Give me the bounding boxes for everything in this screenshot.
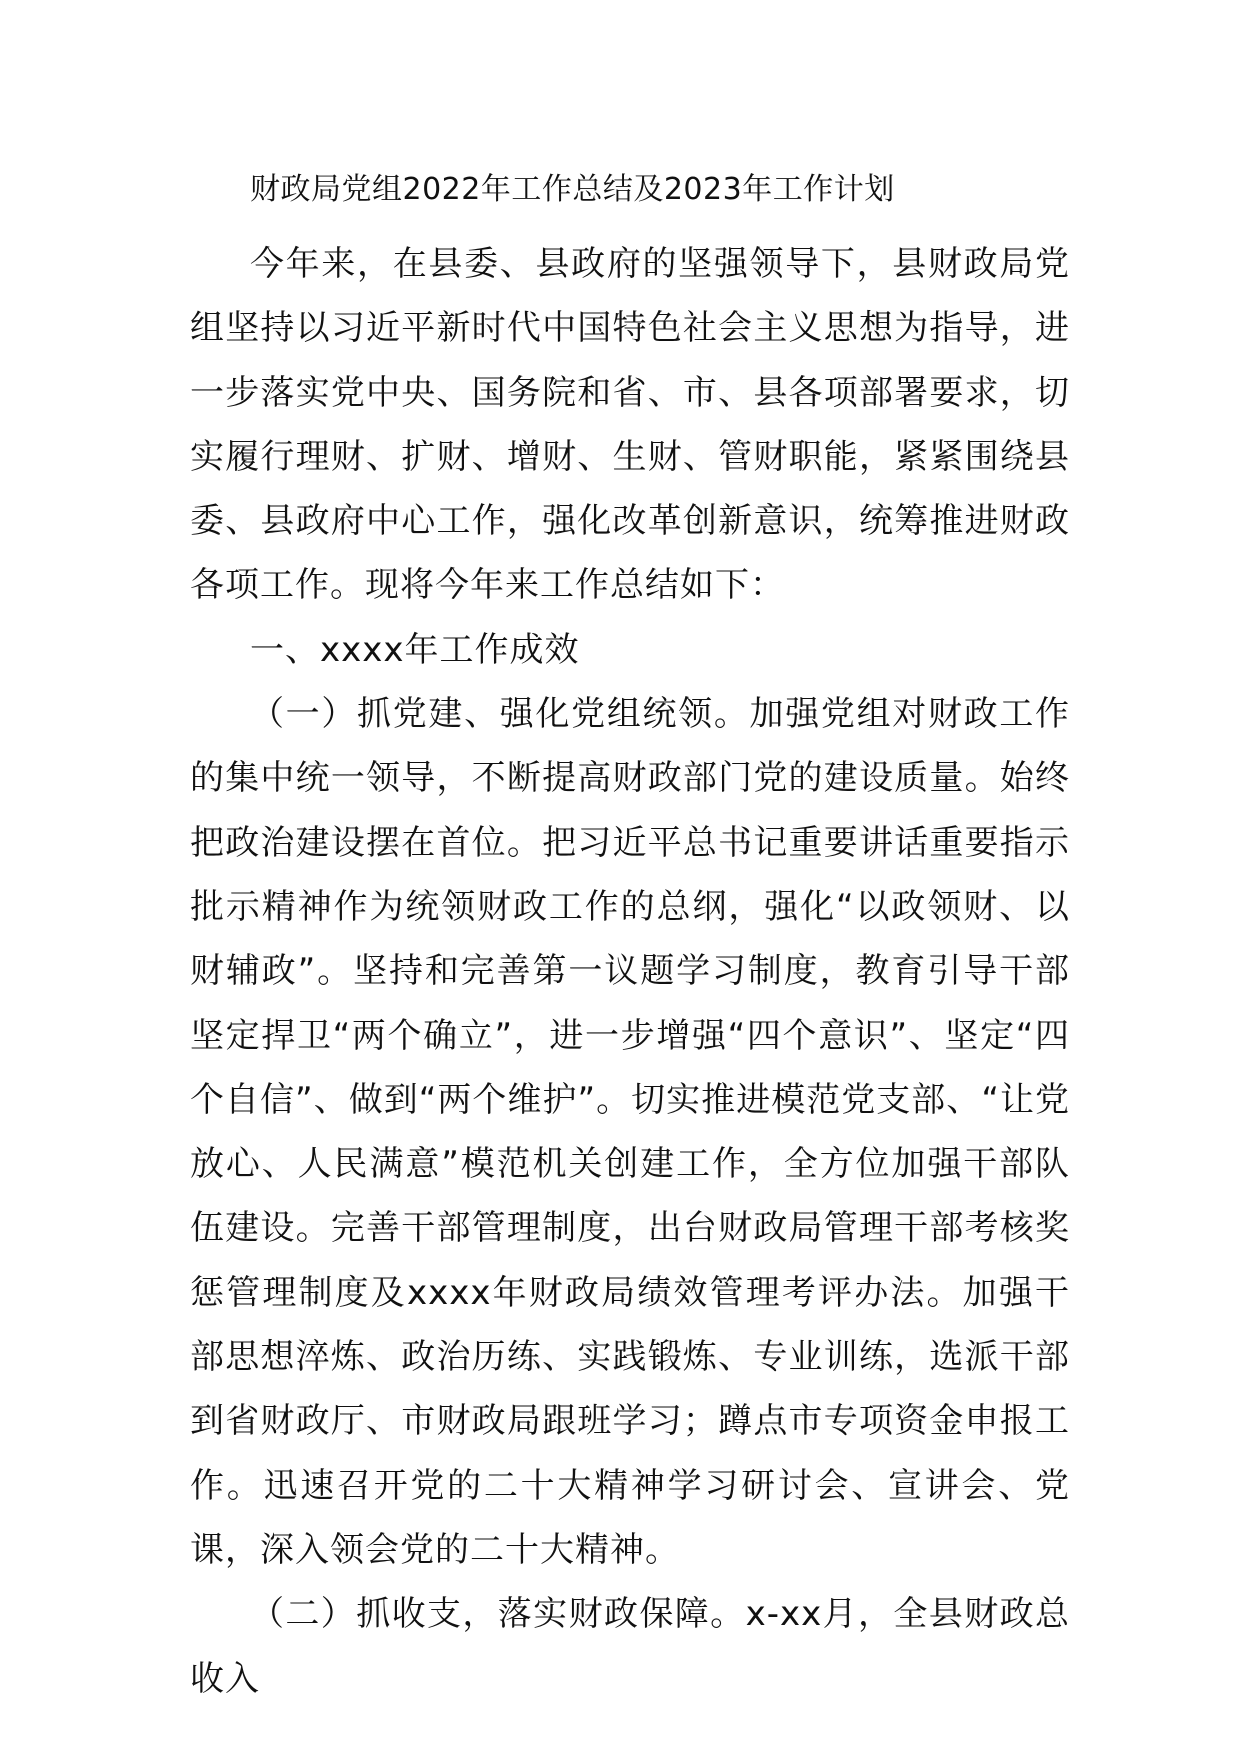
subsection-paragraph-1: （一）抓党建、强化党组统领。加强党组对财政工作的集中统一领导，不断提高财政部门党的建设质量。始终把政治建设摆在首位。把习近平总书记重要讲话重要指示批示精神作为统领财政工作的总纲，强化“以政领财、以财辅政”。坚持和完善第一议题学习制度，教育引导干部坚定捍卫“两个确立”，进一步增强“四个意识”、坚定“四个自信”、做到“两个维护”。切实推进模范党支部、“让党放心、人民满意”模范机关创建工作，全方位加强干部队伍建设。完善干部管理制度，出台财政局管理干部考核奖惩管理制度及xxxx年财政局绩效管理考评办法。加强干部思想淬炼、政治历练、实践锻炼、专业训练，选派干部到省财政厅、市财政局跟班学习；蹲点市专项资金申报工作。迅速召开党的二十大精神学习研讨会、宣讲会、党课，深入领会党的二十大精神。 (190, 694, 1070, 1570)
document-title: 财政局党组2022年工作总结及2023年工作计划 (250, 172, 895, 207)
intro-paragraph: 今年来，在县委、县政府的坚强领导下，县财政局党组坚持以习近平新时代中国特色社会主义思想为指导，进一步落实党中央、国务院和省、市、县各项部署要求，切实履行理财、扩财、增财、生财、管财职能，紧紧围绕县委、县政府中心工作，强化改革创新意识，统筹推进财政各项工作。现将今年来工作总结如下： (190, 244, 1070, 606)
subsection-paragraph-2: （二）抓收支，落实财政保障。x-xx月，全县财政总收入 (190, 1594, 1070, 1699)
section-heading: 一、xxxx年工作成效 (250, 629, 580, 670)
title-spacer (190, 210, 1070, 232)
document-body (190, 170, 1070, 1711)
